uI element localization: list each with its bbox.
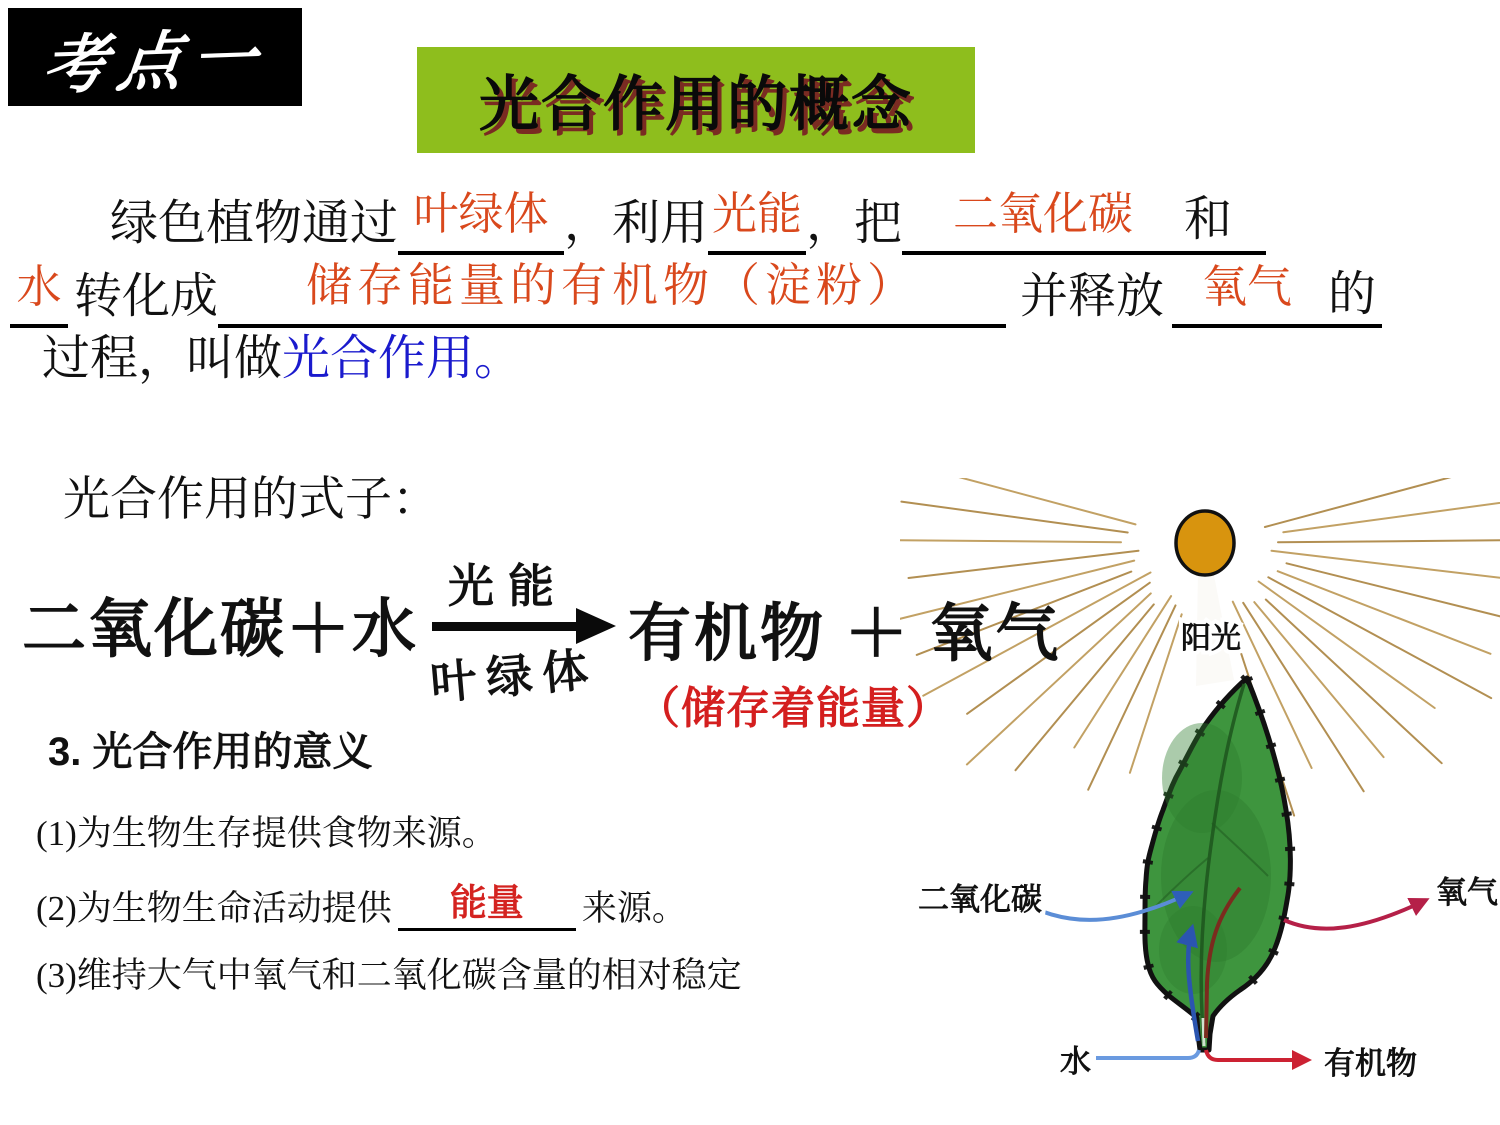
sun-ray	[900, 540, 1121, 542]
significance-item-3	[36, 948, 742, 998]
blank-chloroplast-answer: 叶绿体	[413, 189, 549, 239]
sun-ray	[1272, 551, 1500, 579]
sun-icon	[1176, 511, 1234, 575]
significance-item-1-text: (1)为生物生存提供食物来源。	[36, 814, 497, 853]
concept-text: ，把	[806, 197, 903, 250]
concept-line-3	[42, 280, 522, 390]
blank-light-energy-answer: 光能	[712, 189, 803, 239]
sun-ray	[1088, 605, 1175, 789]
significance-item-2-text-after: 来源。	[581, 889, 687, 928]
sun-ray	[1268, 577, 1491, 698]
formula-products: 有机物 ＋ 氧气	[628, 599, 1062, 669]
page-title: 光合作用的概念	[479, 71, 913, 138]
concept-text: 的	[1322, 255, 1382, 328]
significance-item-2	[36, 872, 687, 931]
sun-ray	[1287, 563, 1500, 626]
concept-text: 过程，叫做	[42, 332, 283, 385]
leaf-shading	[1159, 906, 1227, 994]
organic-out-arrow	[1206, 1050, 1308, 1060]
significance-item-3-text: (3)维持大气中氧气和二氧化碳含量的相对稳定	[36, 956, 742, 995]
blank-energy-answer: 能量	[449, 882, 524, 923]
concept-text: ，利用	[564, 197, 709, 250]
formula-reactants: 二氧化碳＋水	[22, 594, 418, 665]
formula-label: 光合作用的式子：	[63, 474, 439, 526]
significance-item-1	[36, 806, 497, 856]
blank-water-answer: 水	[16, 262, 62, 312]
label-sunlight: 阳光	[1181, 622, 1241, 655]
blank-oxygen	[1172, 250, 1322, 328]
sun-ray	[901, 502, 1127, 533]
label-water: 水	[1060, 1044, 1091, 1079]
water-in-line	[1096, 1050, 1199, 1058]
concept-text: 和	[1184, 180, 1266, 255]
label-o2: 氧气	[1436, 875, 1498, 910]
photosynthesis-term: 光合作用。	[282, 332, 523, 385]
significance-heading: 3. 光合作用的意义	[48, 730, 373, 774]
formula-energy-note: （储存着能量）	[636, 684, 951, 733]
concept-text: 绿色植物通过	[110, 197, 399, 250]
significance-item-2-text: (2)为生物生命活动提供	[36, 889, 392, 928]
sun-ray	[909, 551, 1139, 578]
formula-condition-chloroplast: 叶绿体	[428, 643, 601, 710]
label-co2: 二氧化碳	[918, 882, 1042, 917]
topic-badge-text: 考点一	[39, 23, 270, 102]
photosynthesis-diagram	[900, 478, 1500, 1125]
o2-arrow	[1284, 900, 1426, 929]
concept-text: 并释放	[1020, 270, 1165, 323]
leaf-petiole-highlight	[1203, 1018, 1204, 1046]
sun-ray	[1265, 478, 1466, 527]
concept-text: 转化成	[74, 270, 219, 323]
leaf-illustration	[1145, 678, 1290, 1050]
sun-ray	[1283, 500, 1500, 532]
sun-ray	[1278, 540, 1500, 542]
blank-energy	[398, 872, 576, 931]
blank-oxygen-answer: 氧气	[1202, 262, 1293, 312]
blank-co2-answer: 二氧化碳	[953, 189, 1134, 239]
blank-organic-matter-answer: 储存能量的有机物（淀粉）	[306, 260, 919, 311]
sun-ray	[1259, 582, 1435, 709]
label-organic: 有机物	[1324, 1046, 1417, 1081]
formula-condition-light: 光能	[448, 561, 568, 612]
topic-badge	[8, 8, 302, 106]
